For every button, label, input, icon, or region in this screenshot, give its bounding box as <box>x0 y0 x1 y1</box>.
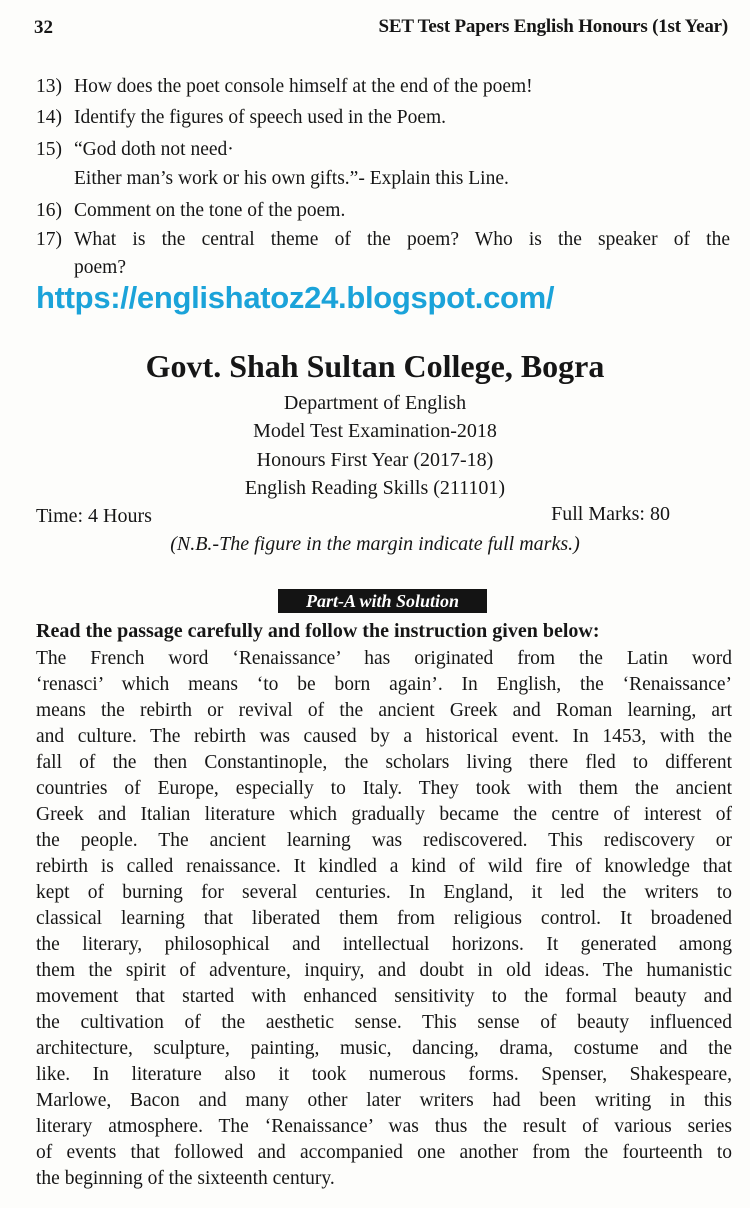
passage-line: the people. The ancient learning was rediscovered. This rediscovery or <box>36 830 732 851</box>
course-name: English Reading Skills (211101) <box>244 477 506 499</box>
question-text: What is the central theme of the poem? Who is the speaker of the <box>74 229 730 250</box>
question-number: 15) <box>36 139 62 160</box>
question-number: 14) <box>36 107 62 128</box>
full-marks: Full Marks: 80 <box>551 503 670 525</box>
passage-line: the cultivation of the aesthetic sense. This sense of beauty influenced <box>36 1012 732 1033</box>
watermark-url: https://englishatoz24.blogspot.com/ <box>36 280 555 315</box>
question-14 <box>36 107 446 129</box>
question-13 <box>36 76 533 98</box>
passage-line: classical learning that liberated them from religious control. It broadened <box>36 908 732 929</box>
passage-line: and culture. The rebirth was caused by a historical event. In 1453, with the <box>36 726 732 747</box>
question-15 <box>36 139 234 161</box>
passage-line: like. In literature also it took numerous forms. Spenser, Shakespeare, <box>36 1064 732 1085</box>
exam-time: Time: 4 Hours <box>36 505 152 527</box>
part-label: Part-A with Solution <box>278 589 487 613</box>
instruction: Read the passage carefully and follow the instruction given below: <box>36 620 600 642</box>
passage-line: ‘renasci’ which means ‘to be born again’. In English, the ‘Renaissance’ <box>36 674 732 695</box>
note: (N.B.-The figure in the margin indicate full marks.) <box>170 533 580 555</box>
passage-line: movement that started with enhanced sensitivity to the formal beauty and <box>36 986 732 1007</box>
passage-line: literary atmosphere. The ‘Renaissance’ was thus the result of various series <box>36 1116 732 1137</box>
passage-line: kept of burning for several centuries. In England, it led the writers to <box>36 882 732 903</box>
exam-name: Model Test Examination-2018 <box>253 420 497 442</box>
exam-year: Honours First Year (2017-18) <box>256 449 494 471</box>
question-15-continuation: Either man’s work or his own gifts.”- Explain this Line. <box>74 168 509 189</box>
passage-line: Marlowe, Bacon and many other later writers had been writing in this <box>36 1090 732 1111</box>
passage-line: of events that followed and accompanied one another from the fourteenth to <box>36 1142 732 1163</box>
running-title: SET Test Papers English Honours (1st Year) <box>378 16 728 37</box>
question-number: 17) <box>36 229 62 250</box>
passage-line: the beginning of the sixteenth century. <box>36 1168 335 1189</box>
question-number: 13) <box>36 76 62 97</box>
passage-line: countries of Europe, especially to Italy. They took with them the ancient <box>36 778 732 799</box>
passage-line: Greek and Italian literature which gradually became the centre of interest of <box>36 804 732 825</box>
passage-line: fall of the then Constantinople, the scholars living there fled to different <box>36 752 732 773</box>
passage <box>36 646 732 1192</box>
question-number: 16) <box>36 200 62 221</box>
passage-line: architecture, sculpture, painting, music, dancing, drama, costume and the <box>36 1038 732 1059</box>
passage-line: means the rebirth or revival of the ancient Greek and Roman learning, art <box>36 700 732 721</box>
department: Department of English <box>283 392 467 414</box>
question-text: How does the poet console himself at the end of the poem! <box>74 76 533 97</box>
question-17 <box>36 229 730 251</box>
question-16 <box>36 200 345 222</box>
question-text: Identify the figures of speech used in the Poem. <box>74 107 447 128</box>
question-17-continuation: poem? <box>74 257 126 278</box>
passage-line: the literary, philosophical and intellectual horizons. It generated among <box>36 934 732 955</box>
passage-line: rebirth is called renaissance. It kindled a kind of wild fire of knowledge that <box>36 856 732 877</box>
question-text: “God doth not need· <box>74 139 234 160</box>
page-number: 32 <box>34 17 53 38</box>
college-name: Govt. Shah Sultan College, Bogra <box>145 348 605 384</box>
question-text: Comment on the tone of the poem. <box>74 200 346 221</box>
passage-line: them the spirit of adventure, inquiry, and doubt in old ideas. The humanistic <box>36 960 732 981</box>
passage-line: The French word ‘Renaissance’ has originated from the Latin word <box>36 648 732 669</box>
